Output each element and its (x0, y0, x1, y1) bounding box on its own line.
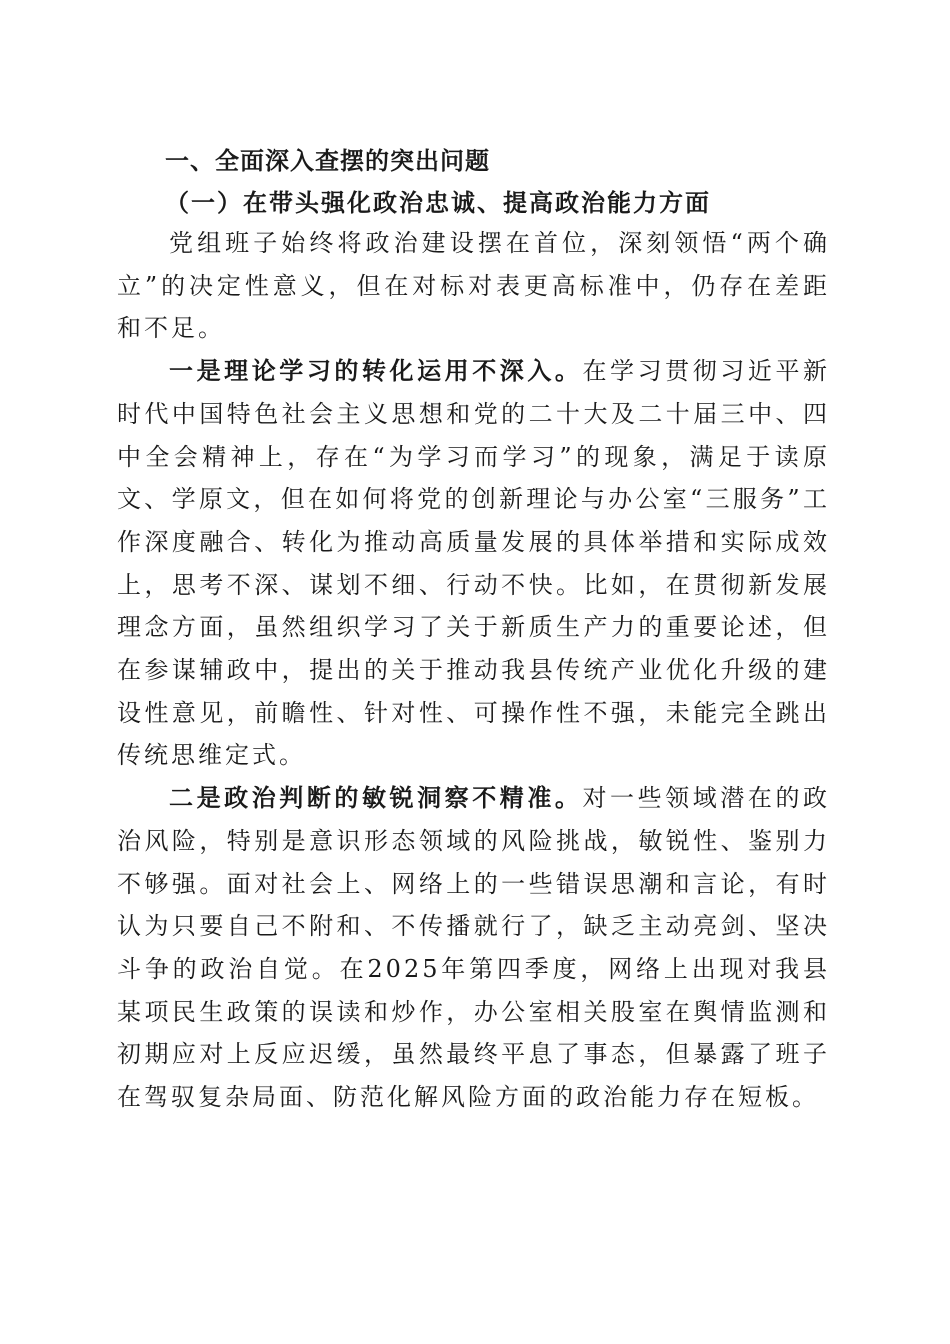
subsection-heading: （一）在带头强化政治忠诚、提高政治能力方面 (165, 188, 711, 217)
paragraph-lead: 二是政治判断的敏锐洞察不精准。 (169, 783, 583, 813)
paragraph-text: 在学习贯彻习近平新时代中国特色社会主义思想和党的二十大及二十届三中、四中全会精神上，存在“为学习而学习”的现象，满足于读原文、学原文，但在如何将党的创新理论与办公室“三服务”工作深度融合、转化为推动高质量发展的具体举措和实际成效上，思考不深、谋划不细、行动不快。比如，在贯彻新发展理念方面，虽然组织学习了关于新质生产力的重要论述，但在参谋辅政中，提出的关于推动我县传统产业优化升级的建设性意见，前瞻性、针对性、可操作性不强，未能完全跳出传统思维定式。 (117, 357, 831, 770)
paragraph-text: 对一些领域潜在的政治风险，特别是意识形态领域的风险挑战，敏锐性、鉴别力不够强。面对社会上、网络上的一些错误思潮和言论，有时认为只要自己不附和、不传播就行了，缺乏主动亮剑、坚决斗争的政治自觉。在2025年第四季度，网络上出现对我县某项民生政策的误读和炒作，办公室相关股室在舆情监测和初期应对上反应迟缓，虽然最终平息了事态，但暴露了班子在驾驭复杂局面、防范化解风险方面的政治能力存在短板。 (117, 784, 831, 1112)
paragraph-intro (117, 222, 830, 350)
section-heading: 一、全面深入查摆的突出问题 (165, 147, 490, 175)
paragraph-point-1 (117, 350, 830, 777)
paragraph-lead: 一是理论学习的转化运用不深入。 (169, 356, 583, 386)
paragraph-point-2 (117, 777, 830, 1119)
paragraph-text: 党组班子始终将政治建设摆在首位，深刻领悟“两个确立”的决定性意义，但在对标对表更高标准中，仍存在差距和不足。 (117, 229, 830, 343)
